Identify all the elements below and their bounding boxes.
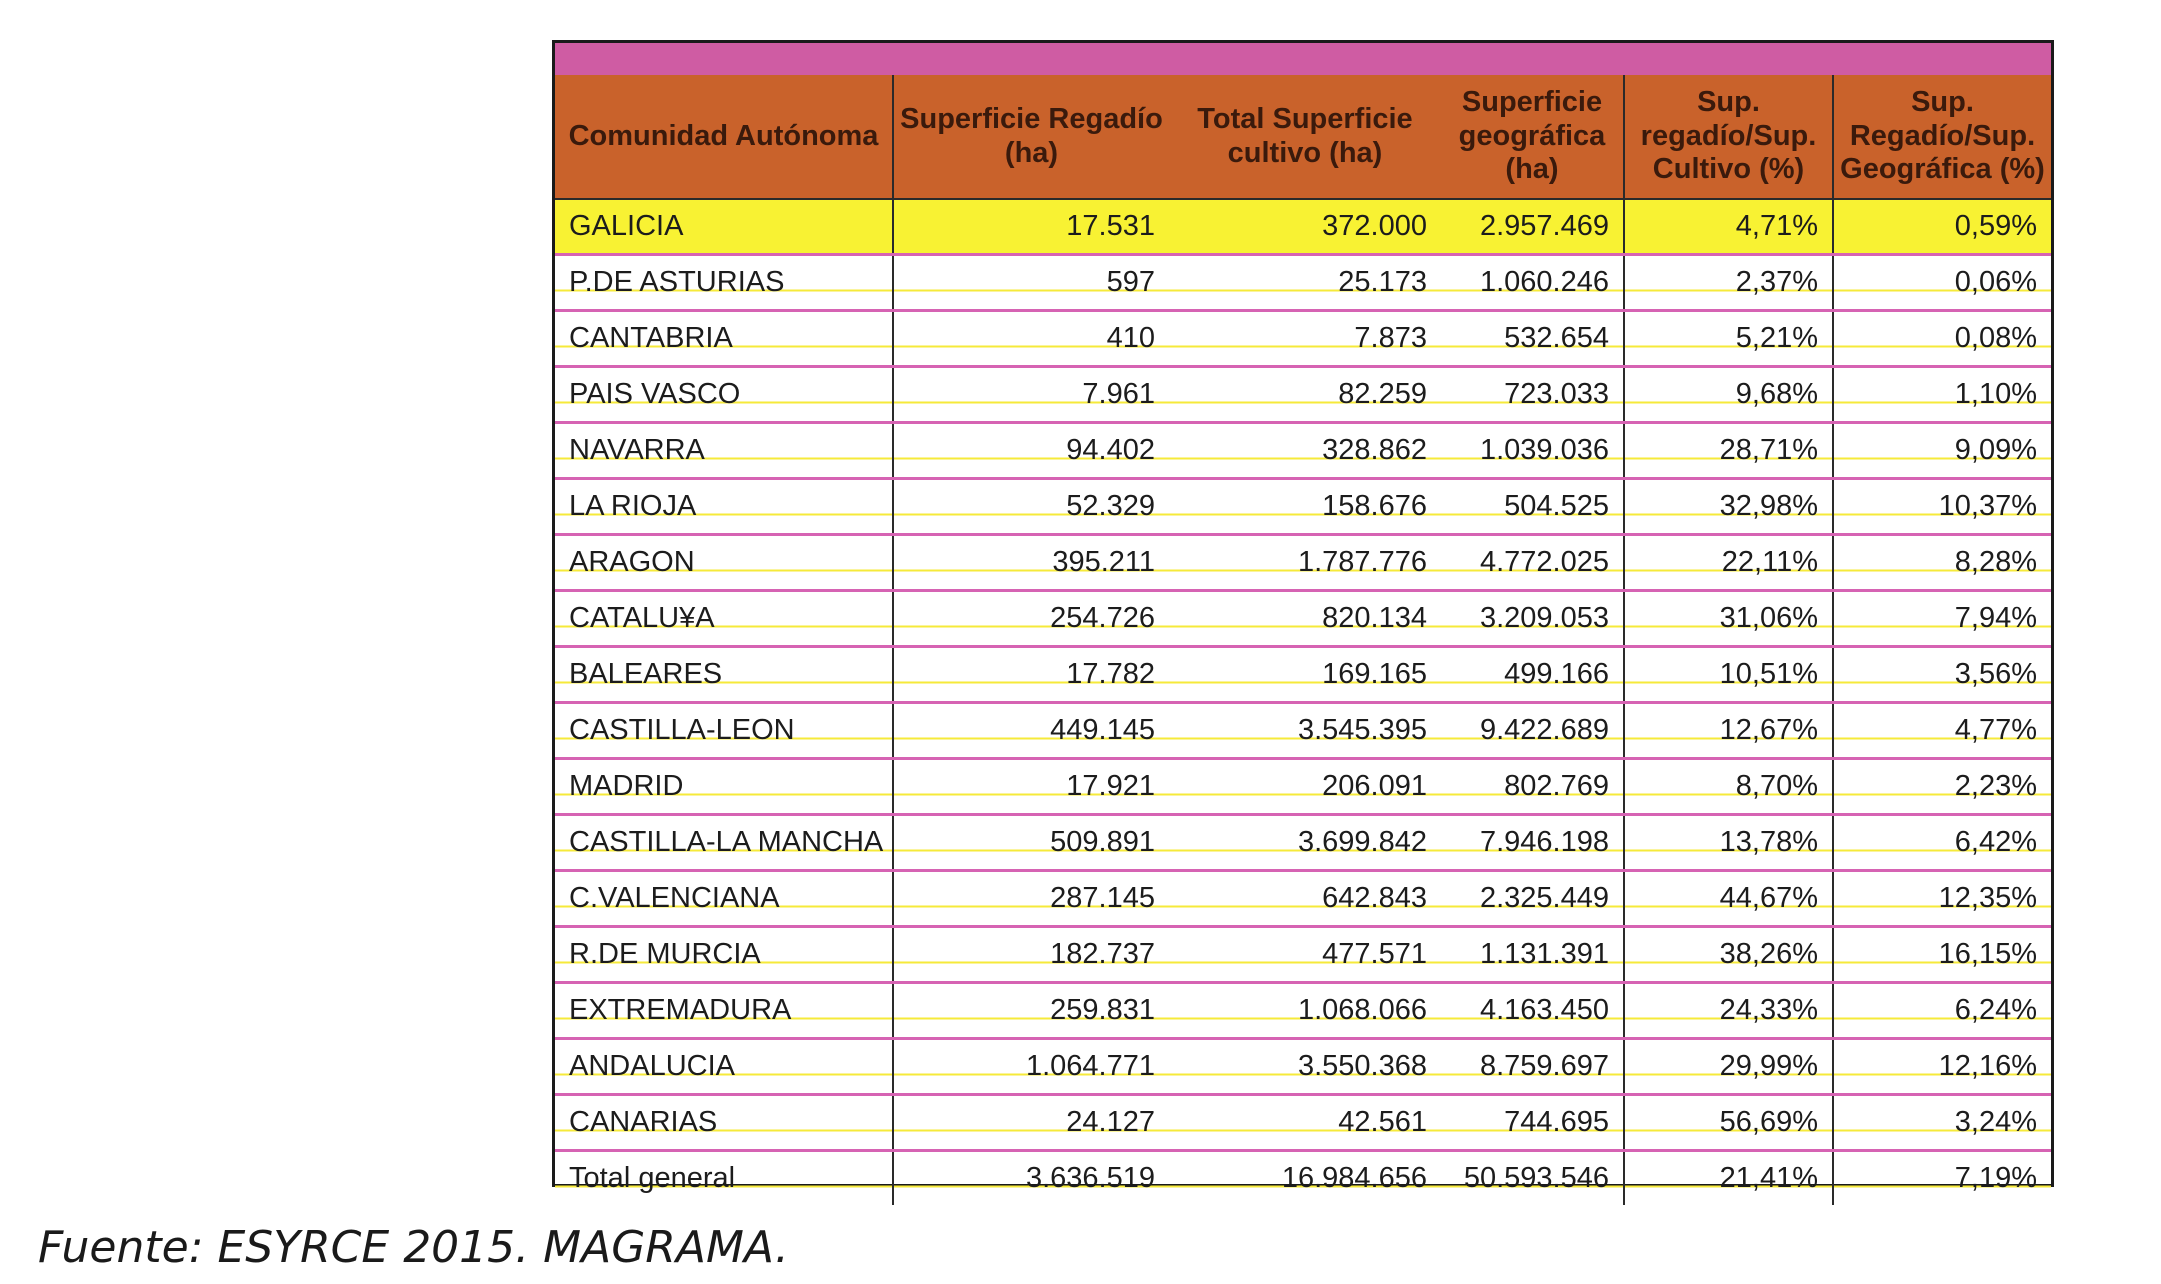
region-name-cell: P.DE ASTURIAS bbox=[555, 255, 893, 311]
value-cell: 410 bbox=[893, 311, 1169, 367]
value-cell: 8,70% bbox=[1624, 759, 1833, 815]
value-cell: 16,15% bbox=[1833, 927, 2051, 983]
value-cell: 4.163.450 bbox=[1441, 983, 1624, 1039]
region-name-cell: ANDALUCIA bbox=[555, 1039, 893, 1095]
value-cell: 2,23% bbox=[1833, 759, 2051, 815]
value-cell: 5,21% bbox=[1624, 311, 1833, 367]
region-name-cell: R.DE MURCIA bbox=[555, 927, 893, 983]
header-superficie-regadio: Superficie Regadío (ha) bbox=[893, 59, 1169, 199]
value-cell: 1.064.771 bbox=[893, 1039, 1169, 1095]
value-cell: 3,24% bbox=[1833, 1095, 2051, 1151]
value-cell: 820.134 bbox=[1169, 591, 1441, 647]
region-name-cell: PAIS VASCO bbox=[555, 367, 893, 423]
value-cell: 2,37% bbox=[1624, 255, 1833, 311]
value-cell: 82.259 bbox=[1169, 367, 1441, 423]
value-cell: 12,16% bbox=[1833, 1039, 2051, 1095]
table-row bbox=[555, 367, 2051, 423]
header-total-superficie-cultivo: Total Superficie cultivo (ha) bbox=[1169, 59, 1441, 199]
value-cell: 1.131.391 bbox=[1441, 927, 1624, 983]
value-cell: 25.173 bbox=[1169, 255, 1441, 311]
value-cell: 642.843 bbox=[1169, 871, 1441, 927]
value-cell: 395.211 bbox=[893, 535, 1169, 591]
value-cell: 477.571 bbox=[1169, 927, 1441, 983]
value-cell: 449.145 bbox=[893, 703, 1169, 759]
value-cell: 10,37% bbox=[1833, 479, 2051, 535]
value-cell: 0,08% bbox=[1833, 311, 2051, 367]
value-cell: 7.961 bbox=[893, 367, 1169, 423]
value-cell: 504.525 bbox=[1441, 479, 1624, 535]
header-regadio-cultivo-pct: Sup. regadío/Sup. Cultivo (%) bbox=[1624, 59, 1833, 199]
value-cell: 56,69% bbox=[1624, 1095, 1833, 1151]
value-cell: 38,26% bbox=[1624, 927, 1833, 983]
value-cell: 17.782 bbox=[893, 647, 1169, 703]
value-cell: 29,99% bbox=[1624, 1039, 1833, 1095]
value-cell: 32,98% bbox=[1624, 479, 1833, 535]
table-row bbox=[555, 703, 2051, 759]
region-name-cell: CANTABRIA bbox=[555, 311, 893, 367]
value-cell: 24,33% bbox=[1624, 983, 1833, 1039]
table-row bbox=[555, 983, 2051, 1039]
value-cell: 9.422.689 bbox=[1441, 703, 1624, 759]
header-comunidad: Comunidad Autónoma bbox=[555, 59, 893, 199]
region-name-cell: MADRID bbox=[555, 759, 893, 815]
total-row bbox=[555, 1151, 2051, 1206]
source-caption: Fuente: ESYRCE 2015. MAGRAMA. bbox=[38, 1222, 789, 1273]
value-cell: 17.531 bbox=[893, 199, 1169, 255]
value-cell: 2.957.469 bbox=[1441, 199, 1624, 255]
value-cell: 3.545.395 bbox=[1169, 703, 1441, 759]
value-cell: 3.699.842 bbox=[1169, 815, 1441, 871]
region-name-cell: Total general bbox=[555, 1151, 893, 1206]
value-cell: 499.166 bbox=[1441, 647, 1624, 703]
value-cell: 744.695 bbox=[1441, 1095, 1624, 1151]
value-cell: 7,94% bbox=[1833, 591, 2051, 647]
value-cell: 182.737 bbox=[893, 927, 1169, 983]
value-cell: 22,11% bbox=[1624, 535, 1833, 591]
value-cell: 4,71% bbox=[1624, 199, 1833, 255]
value-cell: 9,68% bbox=[1624, 367, 1833, 423]
header-row bbox=[555, 59, 2051, 199]
value-cell: 7.873 bbox=[1169, 311, 1441, 367]
value-cell: 52.329 bbox=[893, 479, 1169, 535]
table-row bbox=[555, 815, 2051, 871]
region-name-cell: LA RIOJA bbox=[555, 479, 893, 535]
value-cell: 0,59% bbox=[1833, 199, 2051, 255]
table-header bbox=[555, 59, 2051, 199]
value-cell: 42.561 bbox=[1169, 1095, 1441, 1151]
region-name-cell: CANARIAS bbox=[555, 1095, 893, 1151]
table-row bbox=[555, 1039, 2051, 1095]
value-cell: 597 bbox=[893, 255, 1169, 311]
table-row bbox=[555, 1095, 2051, 1151]
value-cell: 802.769 bbox=[1441, 759, 1624, 815]
table-row bbox=[555, 927, 2051, 983]
value-cell: 6,42% bbox=[1833, 815, 2051, 871]
value-cell: 16.984.656 bbox=[1169, 1151, 1441, 1206]
value-cell: 3.550.368 bbox=[1169, 1039, 1441, 1095]
value-cell: 158.676 bbox=[1169, 479, 1441, 535]
region-name-cell: CASTILLA-LA MANCHA bbox=[555, 815, 893, 871]
value-cell: 4.772.025 bbox=[1441, 535, 1624, 591]
table-row bbox=[555, 591, 2051, 647]
region-name-cell: NAVARRA bbox=[555, 423, 893, 479]
irrigation-table-frame bbox=[552, 40, 2054, 1194]
value-cell: 509.891 bbox=[893, 815, 1169, 871]
region-name-cell: BALEARES bbox=[555, 647, 893, 703]
value-cell: 44,67% bbox=[1624, 871, 1833, 927]
value-cell: 287.145 bbox=[893, 871, 1169, 927]
table-row bbox=[555, 647, 2051, 703]
table-row bbox=[555, 255, 2051, 311]
table-row bbox=[555, 479, 2051, 535]
value-cell: 206.091 bbox=[1169, 759, 1441, 815]
value-cell: 0,06% bbox=[1833, 255, 2051, 311]
table-row bbox=[555, 759, 2051, 815]
value-cell: 12,67% bbox=[1624, 703, 1833, 759]
value-cell: 259.831 bbox=[893, 983, 1169, 1039]
table-row bbox=[555, 535, 2051, 591]
value-cell: 1.039.036 bbox=[1441, 423, 1624, 479]
value-cell: 7,19% bbox=[1833, 1151, 2051, 1206]
value-cell: 3.636.519 bbox=[893, 1151, 1169, 1206]
value-cell: 8.759.697 bbox=[1441, 1039, 1624, 1095]
table-row bbox=[555, 199, 2051, 255]
value-cell: 31,06% bbox=[1624, 591, 1833, 647]
value-cell: 50.593.546 bbox=[1441, 1151, 1624, 1206]
value-cell: 254.726 bbox=[893, 591, 1169, 647]
region-name-cell: EXTREMADURA bbox=[555, 983, 893, 1039]
region-name-cell: CASTILLA-LEON bbox=[555, 703, 893, 759]
header-regadio-geografica-pct: Sup. Regadío/Sup. Geográfica (%) bbox=[1833, 59, 2051, 199]
header-superficie-geografica: Superficie geográfica (ha) bbox=[1441, 59, 1624, 199]
irrigation-table bbox=[555, 43, 2051, 1205]
value-cell: 4,77% bbox=[1833, 703, 2051, 759]
value-cell: 21,41% bbox=[1624, 1151, 1833, 1206]
region-name-cell: C.VALENCIANA bbox=[555, 871, 893, 927]
region-name-cell: ARAGON bbox=[555, 535, 893, 591]
value-cell: 13,78% bbox=[1624, 815, 1833, 871]
value-cell: 8,28% bbox=[1833, 535, 2051, 591]
value-cell: 94.402 bbox=[893, 423, 1169, 479]
table-row bbox=[555, 423, 2051, 479]
value-cell: 9,09% bbox=[1833, 423, 2051, 479]
value-cell: 328.862 bbox=[1169, 423, 1441, 479]
value-cell: 7.946.198 bbox=[1441, 815, 1624, 871]
value-cell: 1.060.246 bbox=[1441, 255, 1624, 311]
value-cell: 1.068.066 bbox=[1169, 983, 1441, 1039]
region-name-cell: GALICIA bbox=[555, 199, 893, 255]
table-row bbox=[555, 311, 2051, 367]
value-cell: 532.654 bbox=[1441, 311, 1624, 367]
value-cell: 3,56% bbox=[1833, 647, 2051, 703]
value-cell: 6,24% bbox=[1833, 983, 2051, 1039]
region-name-cell: CATALU¥A bbox=[555, 591, 893, 647]
table-body bbox=[555, 199, 2051, 1205]
table-row bbox=[555, 871, 2051, 927]
value-cell: 10,51% bbox=[1624, 647, 1833, 703]
value-cell: 169.165 bbox=[1169, 647, 1441, 703]
value-cell: 2.325.449 bbox=[1441, 871, 1624, 927]
value-cell: 372.000 bbox=[1169, 199, 1441, 255]
value-cell: 3.209.053 bbox=[1441, 591, 1624, 647]
value-cell: 723.033 bbox=[1441, 367, 1624, 423]
value-cell: 28,71% bbox=[1624, 423, 1833, 479]
value-cell: 1,10% bbox=[1833, 367, 2051, 423]
value-cell: 1.787.776 bbox=[1169, 535, 1441, 591]
value-cell: 12,35% bbox=[1833, 871, 2051, 927]
value-cell: 17.921 bbox=[893, 759, 1169, 815]
value-cell: 24.127 bbox=[893, 1095, 1169, 1151]
